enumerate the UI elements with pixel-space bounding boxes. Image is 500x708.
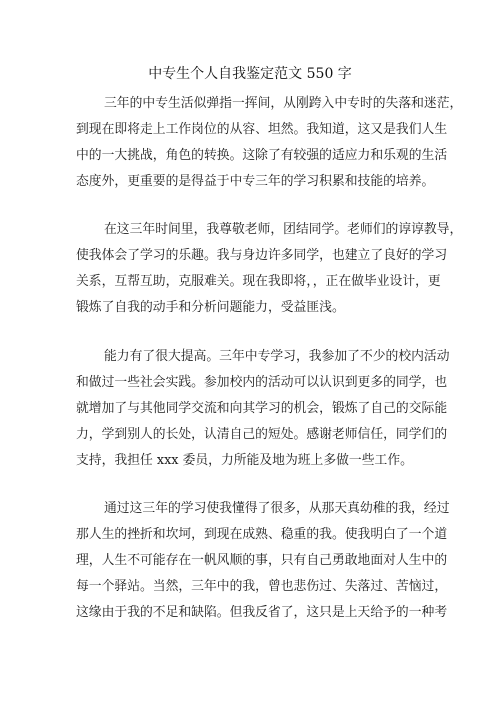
paragraph-4-line-1: 通过这三年的学习使我懂得了很多，从那天真幼稚的我，经过 <box>104 501 450 516</box>
document-title: 中专生个人自我鉴定范文 550 字 <box>148 66 352 82</box>
paragraph-4-line-4: 每一个驿站。当然，三年中的我，曾也悲伤过、失落过、苦恼过， <box>76 579 448 594</box>
paragraph-1-line-2: 到现在即将走上工作岗位的从容、坦然。我知道，这又是我们人生 <box>76 122 448 137</box>
paragraph-1-line-3: 中的一大挑战，角色的转换。这除了有较强的适应力和乐观的生活 <box>76 148 448 163</box>
paragraph-3-line-5: 支持，我担任 xxx 委员，力所能及地为班上多做一些工作。 <box>76 453 413 468</box>
paragraph-3-line-3: 就增加了与其他同学交流和向其学习的机会，锻炼了自己的交际能 <box>76 401 448 416</box>
paragraph-3-line-2: 和做过一些社会实践。参加校内的活动可以认识到更多的同学，也 <box>76 375 448 390</box>
paragraph-1-line-1: 三年的中专生活似弹指一挥间，从刚跨入中专时的失落和迷茫， <box>104 96 463 111</box>
paragraph-4-line-5: 这缘由于我的不足和缺陷。但我反省了，这只是上天给予的一种考 <box>76 605 448 620</box>
paragraph-2-line-4: 锻炼了自我的动手和分析问题能力，受益匪浅。 <box>76 300 345 315</box>
paragraph-3-line-1: 能力有了很大提高。三年中专学习，我参加了不少的校内活动 <box>104 349 450 364</box>
paragraph-2-line-2: 使我体会了学习的乐趣。我与身边许多同学，也建立了良好的学习 <box>76 248 448 263</box>
paragraph-2-line-1: 在这三年时间里，我尊敬老师，团结同学。老师们的谆谆教导， <box>104 222 463 237</box>
paragraph-4-line-2: 那人生的挫折和坎坷，到现在成熟、稳重的我。使我明白了一个道 <box>76 527 448 542</box>
paragraph-1-line-4: 态度外，更重要的是得益于中专三年的学习积累和技能的培养。 <box>76 174 435 189</box>
paragraph-4-line-3: 理，人生不可能存在一帆风顺的事，只有自己勇敢地面对人生中的 <box>76 553 448 568</box>
paragraph-2-line-3: 关系，互帮互助，克服难关。现在我即将，，正在做毕业设计，更 <box>76 274 441 289</box>
paragraph-3-line-4: 力，学到别人的长处，认清自己的短处。感谢老师信任，同学们的 <box>76 427 448 442</box>
